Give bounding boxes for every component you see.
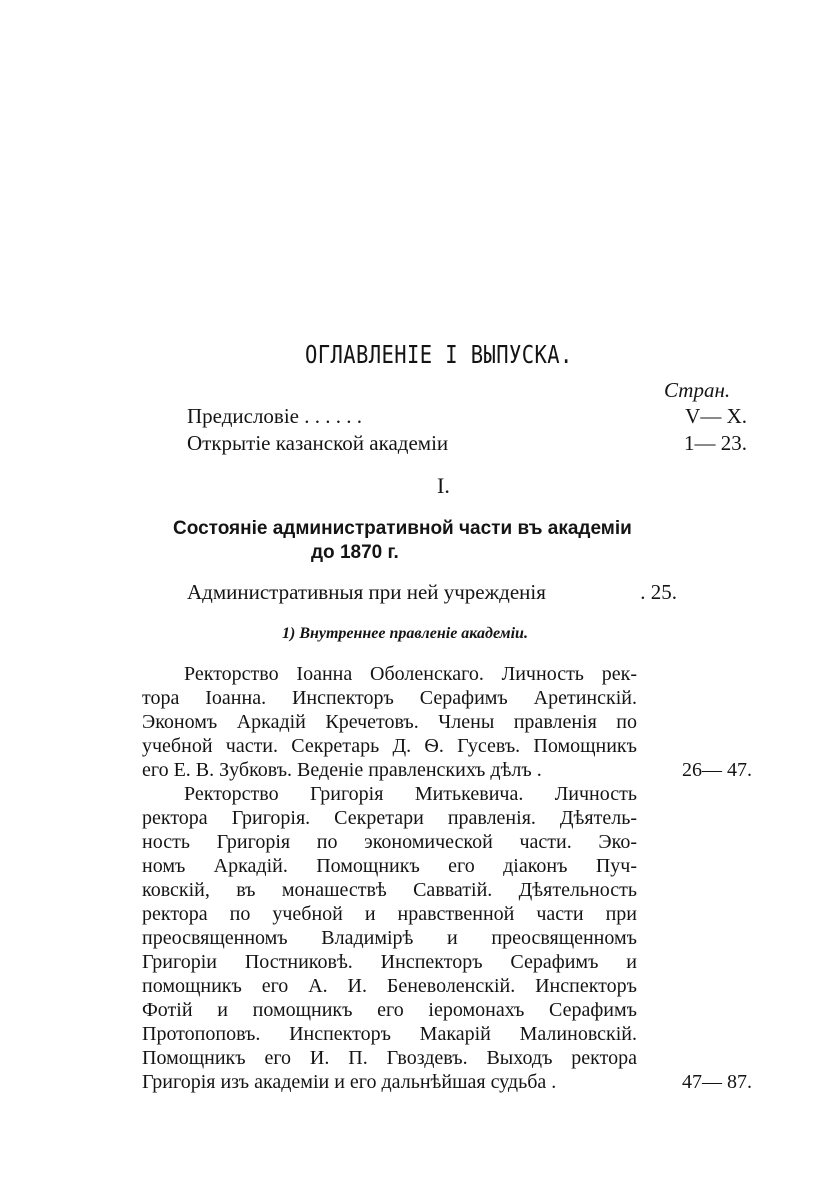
entry-line: учебной части. Секретарь Д. Ѳ. Гусевъ. Помощникъ — [142, 735, 637, 757]
section-title-line-2: до 1870 г. — [311, 542, 399, 563]
entry-line: Помощникъ его И. П. Гвоздевъ. Выходъ ректора — [142, 1047, 637, 1069]
entry-line: ректора Григорія. Секретари правленія. Дѣятель- — [142, 807, 637, 829]
part-numeral: I. — [437, 473, 450, 498]
entry-line: преосвященномъ Владимірѣ и преосвященномъ — [142, 927, 637, 949]
entry-pages: 47— 87. — [682, 1071, 752, 1093]
entry-line: Фотій и помощникъ его іеромонахъ Серафимъ — [142, 999, 637, 1021]
toc-entry-pages: . 25. — [640, 580, 677, 604]
subsection-title: 1) Внутреннее правленіе академіи. — [282, 625, 528, 642]
toc-entry-label: Административныя при ней учрежденія — [187, 580, 546, 604]
toc-entry-pages: V— X. — [685, 404, 747, 428]
entry-line: помощникъ его А. И. Беневоленскій. Инспекторъ — [142, 975, 637, 997]
entry-line: тора Іоанна. Инспекторъ Серафимъ Аретинскій. — [142, 687, 637, 709]
toc-entry-pages: 1— 23. — [684, 431, 747, 455]
toc-entry-rectorship-grigory — [142, 782, 752, 1094]
toc-entry-label: Открытіе казанской академіи — [187, 431, 449, 455]
entry-line: ректора по учебной и нравственной части при — [142, 903, 637, 925]
entry-line: ковскій, въ монашествѣ Савватій. Дѣятельность — [142, 879, 637, 901]
entry-pages: 26— 47. — [682, 759, 752, 781]
toc-entry-label: Предисловіе . . . . . . — [187, 404, 363, 428]
entry-line: его Е. В. Зубковъ. Веденіе правленскихъ дѣлъ . 26— 47. — [142, 759, 752, 781]
entry-line: номъ Аркадій. Помощникъ его діаконъ Пуч- — [142, 855, 637, 877]
entry-line: Григорія изъ академіи и его дальнѣйшая судьба . 47— 87. — [142, 1071, 752, 1093]
entry-line: Григоріи Постниковѣ. Инспекторъ Серафимъ и — [142, 951, 637, 973]
page-title: ОГЛАВЛЕНІЕ І ВЫПУСКА. — [305, 340, 573, 369]
toc-entry-rectorship-ioann — [142, 662, 752, 782]
pages-column-header: Стран. — [664, 378, 731, 402]
entry-line: Протопоповъ. Инспекторъ Макарій Малиновскій. — [142, 1023, 637, 1045]
entry-line: Экономъ Аркадій Кречетовъ. Члены правленія по — [142, 711, 637, 733]
entry-line: Ректорство Григорія Митькевича. Личность — [184, 783, 637, 805]
section-title-line-1: Состояніе административной части въ академіи — [173, 518, 632, 539]
entry-line: ность Григорія по экономической части. Эко- — [142, 831, 637, 853]
entry-line: Ректорство Іоанна Оболенскаго. Личность рек- — [184, 663, 637, 685]
